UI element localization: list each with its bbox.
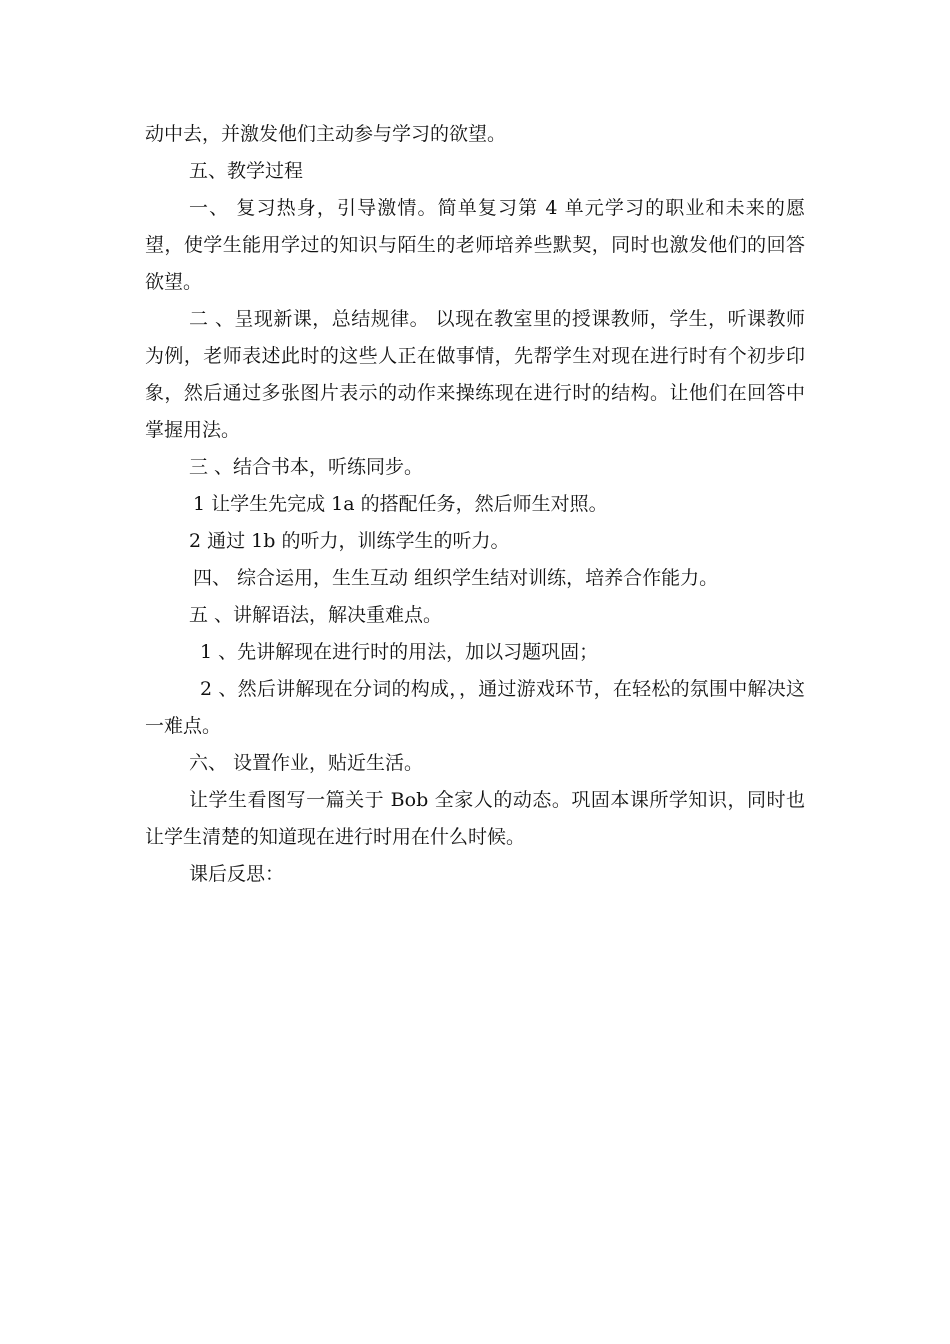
paragraph-step-book-listening: 三 、结合书本，听练同步。 — [189, 456, 424, 478]
paragraph-step-practice: 四、 综合运用，生生互动 组织学生结对训练，培养合作能力。 — [193, 567, 719, 589]
paragraph-step-new-lesson: 二 、呈现新课，总结规律。 以现在教室里的授课教师，学生，听课教师为例，老师表述此时的这些人正在做事情，先帮学生对现在进行时有个初步印象，然后通过多张图片表示的动作来操练现在进行时的结构。让他们在回答中掌握用法。 — [145, 308, 805, 441]
section-heading-teaching-process: 五、教学过程 — [189, 160, 304, 182]
paragraph-continuation: 动中去，并激发他们主动参与学习的欲望。 — [145, 123, 507, 145]
list-item-1b-listening: 2 通过 1b 的听力，训练学生的听力。 — [189, 530, 510, 552]
list-item-participle: 2 、然后讲解现在分词的构成，，通过游戏环节，在轻松的氛围中解决这一难点。 — [145, 678, 805, 737]
paragraph-homework-detail: 让学生看图写一篇关于 Bob 全家人的动态。巩固本课所学知识，同时也让学生清楚的知道现在进行时用在什么时候。 — [145, 789, 805, 848]
paragraph-step-review: 一、 复习热身，引导激情。简单复习第 4 单元学习的职业和未来的愿望，使学生能用学过的知识与陌生的老师培养些默契，同时也激发他们的回答欲望。 — [145, 197, 805, 293]
list-item-1a-task: 1 让学生先完成 1a 的搭配任务，然后师生对照。 — [193, 493, 608, 515]
paragraph-step-grammar: 五 、讲解语法，解决重难点。 — [189, 604, 443, 626]
paragraph-reflection-heading: 课后反思： — [189, 863, 285, 885]
document-body — [145, 116, 805, 893]
list-item-grammar-usage: 1 、先讲解现在进行时的用法，加以习题巩固； — [200, 641, 599, 663]
paragraph-step-homework: 六、 设置作业，贴近生活。 — [189, 752, 424, 774]
